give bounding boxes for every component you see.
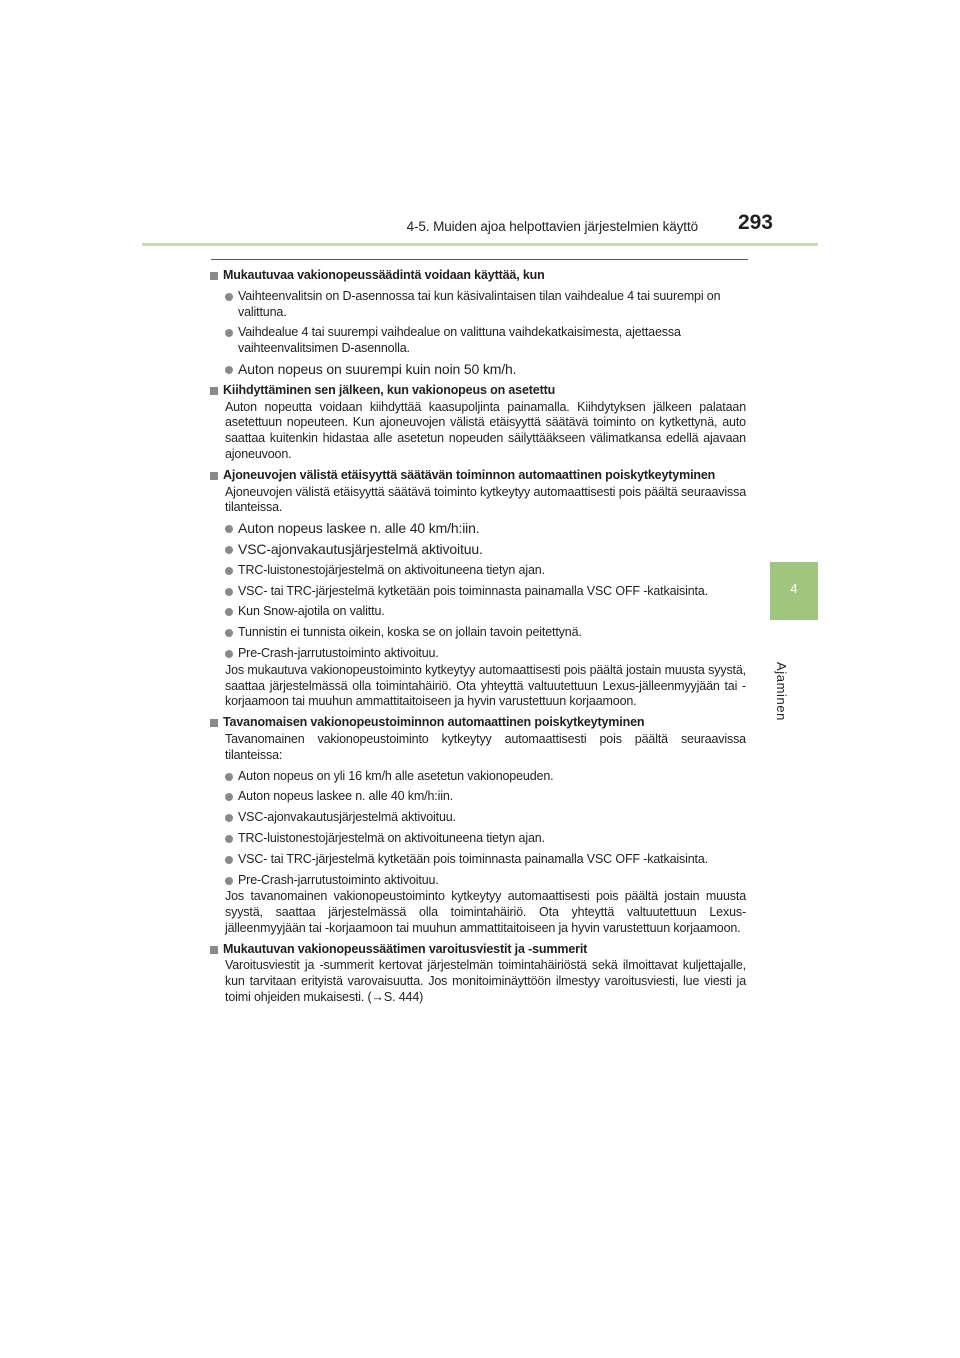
circle-bullet-icon bbox=[225, 546, 233, 554]
list-item: Auton nopeus on yli 16 km/h alle asetetun vakionopeuden. bbox=[209, 769, 746, 785]
list-item: TRC-luistonestojärjestelmä on aktivoituneena tietyn ajan. bbox=[209, 563, 746, 579]
chapter-number: 4 bbox=[790, 581, 798, 596]
circle-bullet-icon bbox=[225, 773, 233, 781]
content-divider bbox=[211, 259, 748, 260]
section-heading: Mukautuvan vakionopeussäätimen varoitusviestit ja -summerit bbox=[209, 942, 746, 958]
section-heading: Tavanomaisen vakionopeustoiminnon automaattinen poiskytkeytyminen bbox=[209, 715, 746, 731]
list-item: TRC-luistonestojärjestelmä on aktivoituneena tietyn ajan. bbox=[209, 831, 746, 847]
main-content bbox=[209, 268, 746, 1006]
square-bullet-icon bbox=[210, 272, 218, 280]
paragraph: Ajoneuvojen välistä etäisyyttä säätävä toiminto kytkeytyy automaattisesti pois päältä seuraavissa tilanteissa. bbox=[225, 484, 746, 515]
circle-bullet-icon bbox=[225, 366, 233, 374]
circle-bullet-icon bbox=[225, 877, 233, 885]
list-item: VSC-ajonvakautusjärjestelmä aktivoituu. bbox=[209, 542, 746, 558]
square-bullet-icon bbox=[210, 719, 218, 727]
section-heading: Mukautuvaa vakionopeussäädintä voidaan käyttää, kun bbox=[209, 268, 746, 284]
list-item: Vaihteenvalitsin on D-asennossa tai kun käsivalintaisen tilan vaihdealue 4 tai suurempi on valittuna. bbox=[209, 289, 746, 321]
square-bullet-icon bbox=[210, 387, 218, 395]
section-heading: Kiihdyttäminen sen jälkeen, kun vakionopeus on asetettu bbox=[209, 383, 746, 399]
chapter-label: Ajaminen bbox=[774, 662, 789, 721]
circle-bullet-icon bbox=[225, 629, 233, 637]
circle-bullet-icon bbox=[225, 650, 233, 658]
list-item: Vaihdealue 4 tai suurempi vaihdealue on valittuna vaihdekatkaisimesta, ajettaessa vaihteenvalitsimen D-asennolla. bbox=[209, 325, 746, 357]
circle-bullet-icon bbox=[225, 835, 233, 843]
list-item: Pre-Crash-jarrutustoiminto aktivoituu. bbox=[209, 646, 746, 662]
circle-bullet-icon bbox=[225, 329, 233, 337]
square-bullet-icon bbox=[210, 946, 218, 954]
paragraph: Tavanomainen vakionopeustoiminto kytkeytyy automaattisesti pois päältä seuraavissa tilanteissa: bbox=[225, 731, 746, 762]
paragraph: Auton nopeutta voidaan kiihdyttää kaasupoljinta painamalla. Kiihdytyksen jälkeen palataan asetettuun nopeuteen. Kun ajoneuvojen välistä etäisyyttä säätävä toiminto on kytkettynä, auto saattaa kuitenkin hidastaa alle asetetun nopeuden säilyttääkseen välimatkansa edellä ajavaan ajoneuvoon. bbox=[225, 399, 746, 461]
header-divider bbox=[142, 243, 818, 246]
list-item: VSC-ajonvakautusjärjestelmä aktivoituu. bbox=[209, 810, 746, 826]
paragraph[interactable]: Varoitusviestit ja -summerit kertovat järjestelmän toimintahäiriöstä sekä ilmoittavat kuljettajalle, kun tarvitaan erityistä varovaisuutta. Jos monitoiminäyttöön ilmestyy varoitusviesti, lue viesti ja toimi ohjeiden mukaisesti. (→S. 444) bbox=[225, 958, 746, 1005]
list-item: Kun Snow-ajotila on valittu. bbox=[209, 604, 746, 620]
list-item: Auton nopeus laskee n. alle 40 km/h:iin. bbox=[209, 789, 746, 805]
list-item: Pre-Crash-jarrutustoiminto aktivoituu. bbox=[209, 873, 746, 889]
list-item: Tunnistin ei tunnista oikein, koska se on jollain tavoin peitettynä. bbox=[209, 625, 746, 641]
section-heading: Ajoneuvojen välistä etäisyyttä säätävän toiminnon automaattinen poiskytkeytyminen bbox=[209, 468, 746, 484]
list-item: VSC- tai TRC-järjestelmä kytketään pois toiminnasta painamalla VSC OFF -katkaisinta. bbox=[209, 852, 746, 868]
list-item: VSC- tai TRC-järjestelmä kytketään pois toiminnasta painamalla VSC OFF -katkaisinta. bbox=[209, 584, 746, 600]
page-number: 293 bbox=[737, 211, 773, 234]
circle-bullet-icon bbox=[225, 293, 233, 301]
circle-bullet-icon bbox=[225, 814, 233, 822]
square-bullet-icon bbox=[210, 472, 218, 480]
circle-bullet-icon bbox=[225, 567, 233, 575]
circle-bullet-icon bbox=[225, 588, 233, 596]
section-title: 4-5. Muiden ajoa helpottavien järjestelmien käyttö bbox=[406, 219, 698, 234]
circle-bullet-icon bbox=[225, 856, 233, 864]
paragraph: Jos mukautuva vakionopeustoiminto kytkeytyy automaattisesti pois päältä jostain muusta syystä, saattaa järjestelmässä olla toimintahäiriö. Ota yhteyttä valtuutettuun Lexus-jälleenmyyjään tai -korjaamoon tai muuhun ammattitaitoiseen ja hyvin varustettuun korjaamoon. bbox=[225, 662, 746, 709]
list-item: Auton nopeus on suurempi kuin noin 50 km/h. bbox=[209, 362, 746, 378]
list-item: Auton nopeus laskee n. alle 40 km/h:iin. bbox=[209, 521, 746, 537]
circle-bullet-icon bbox=[225, 525, 233, 533]
circle-bullet-icon bbox=[225, 608, 233, 616]
chapter-tab[interactable] bbox=[770, 562, 818, 620]
paragraph: Jos tavanomainen vakionopeustoiminto kytkeytyy automaattisesti pois päältä jostain muusta syystä, saattaa järjestelmässä olla toimintahäiriö. Ota yhteyttä valtuutettuun Lexus-jälleenmyyjään tai -korjaamoon tai muuhun ammattitaitoiseen ja hyvin varustettuun korjaamoon. bbox=[225, 889, 746, 935]
circle-bullet-icon bbox=[225, 793, 233, 801]
